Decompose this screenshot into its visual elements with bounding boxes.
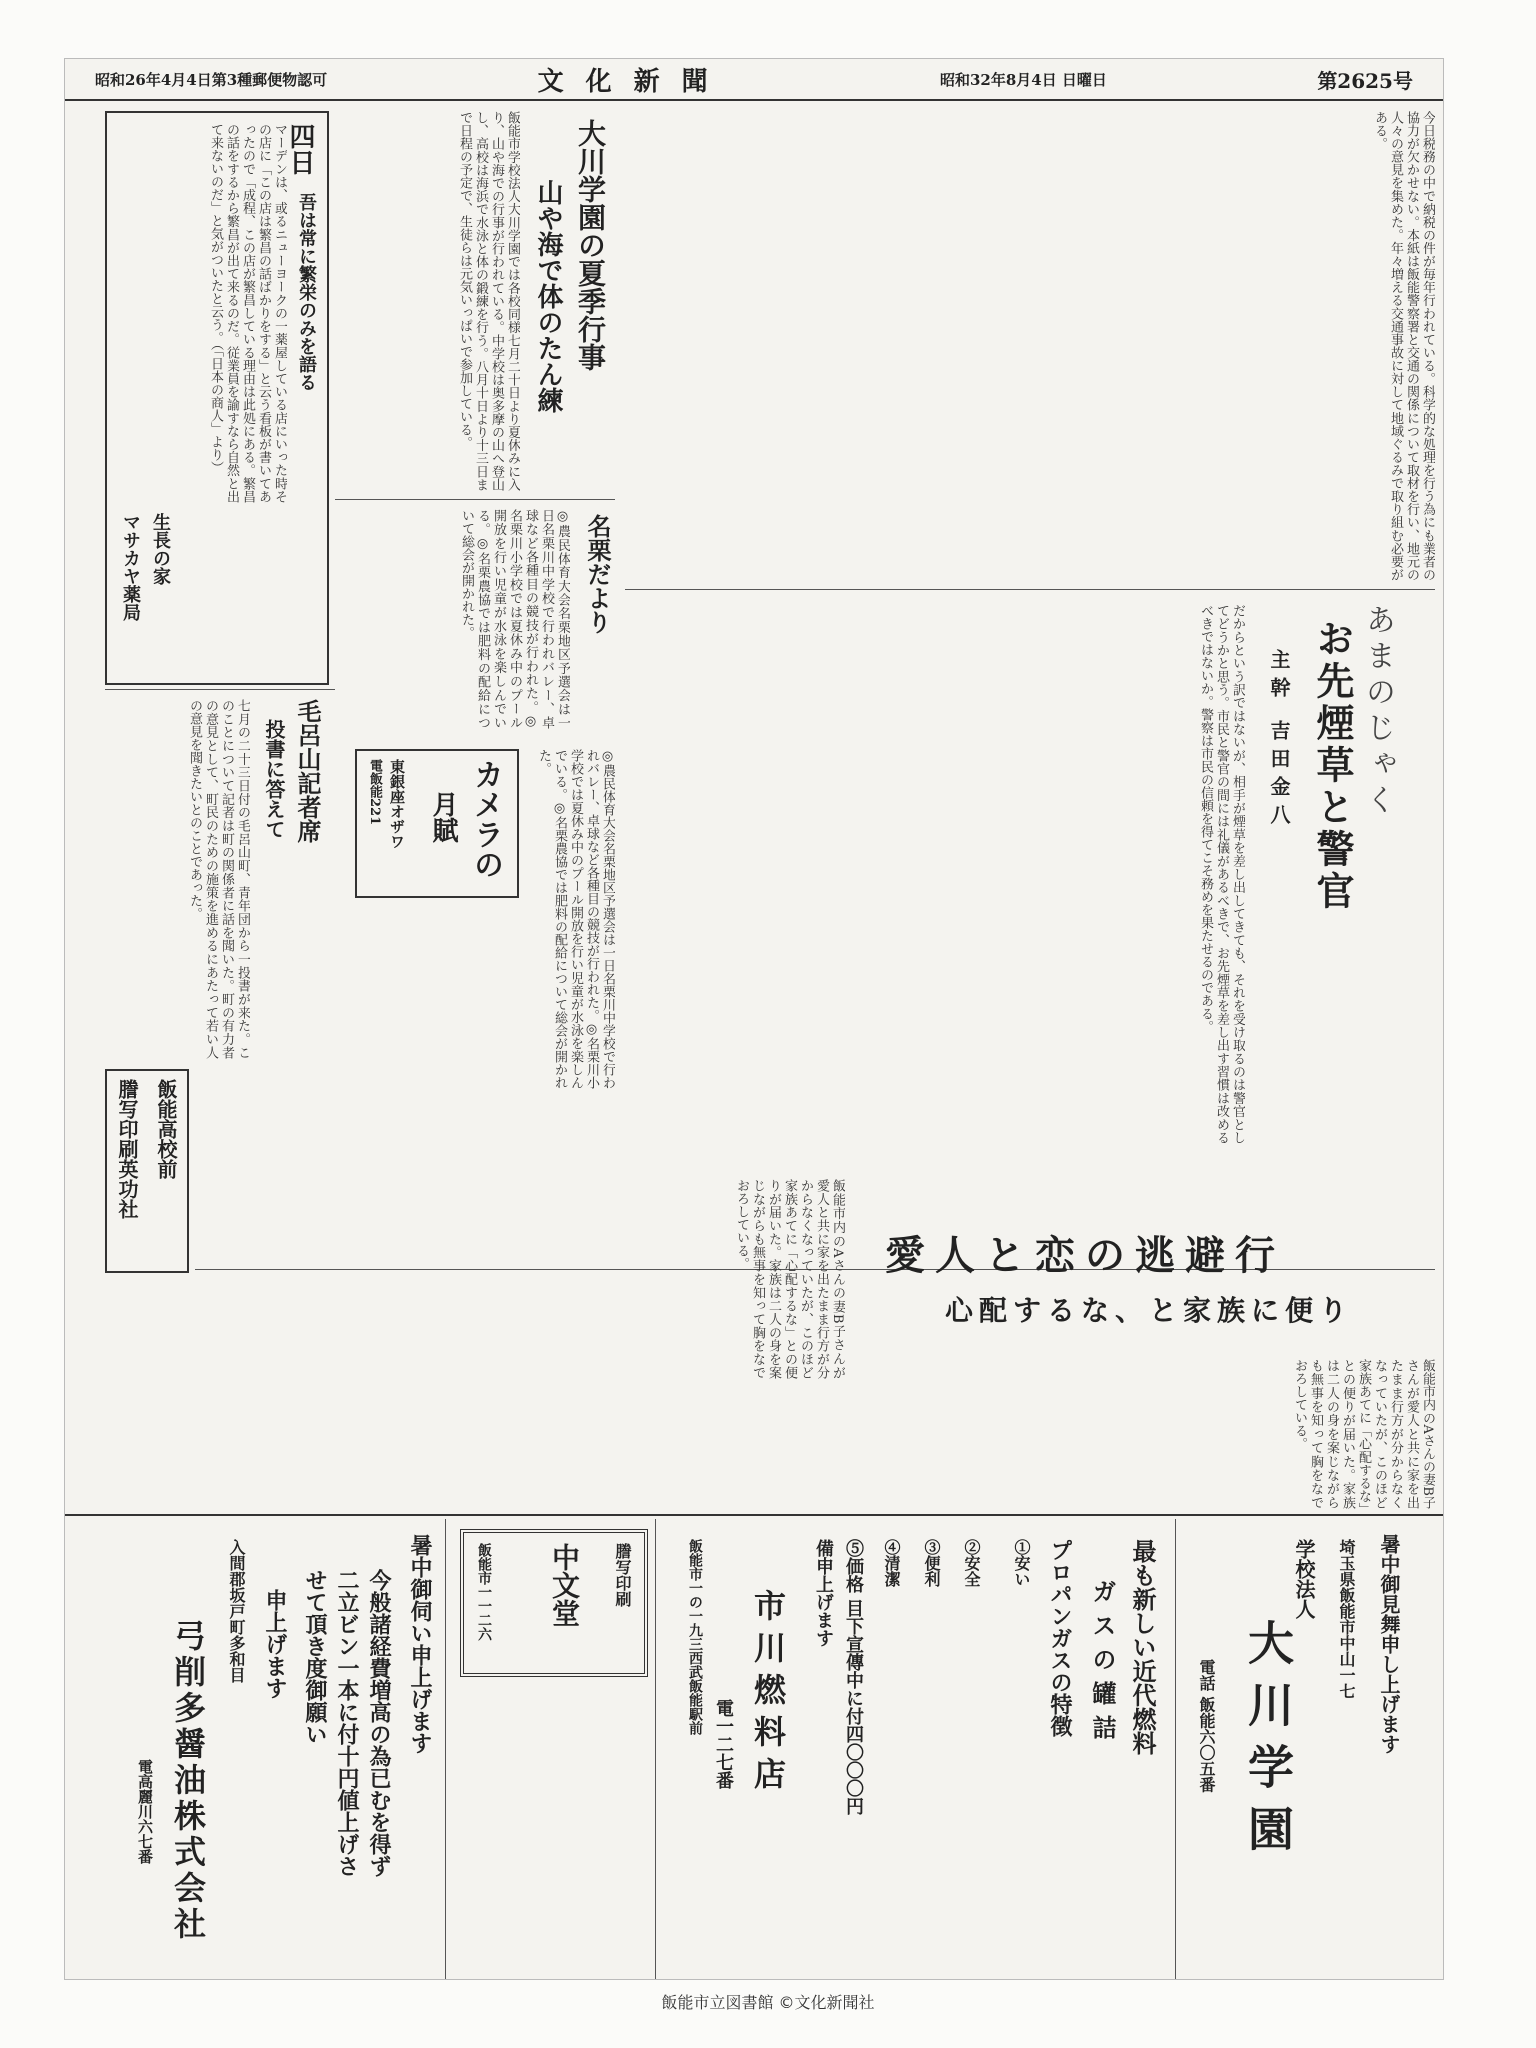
ad-divider: [655, 1519, 656, 1979]
issue-number: 第2625号: [1317, 68, 1413, 93]
yumi-address: 入間郡坂戸町多和目: [227, 1539, 246, 1683]
yumi-heading: 暑中御伺い申上げます: [407, 1534, 433, 1754]
middle-article-body: ◎農民体育大会名栗地区予選会は一日名栗川中学校で行われバレー、卓球など各種目の競技が行われた。◎名栗川小学校では夏休み中のプール開放を行い児童が水泳を楽しんでいる。◎名栗農協では肥料の配給について総会が開かれた。: [536, 749, 615, 1089]
gas-item-1: ①安い: [1012, 1539, 1031, 1587]
camera-ad-shop: 東銀座オザワ: [388, 759, 406, 849]
postal-permit: 昭和26年4月4日第3種郵便物認可: [95, 70, 328, 89]
divider: [625, 589, 1435, 590]
shijo-box: [105, 111, 329, 685]
stamp-ad-line1: 謄写印刷: [613, 1543, 632, 1607]
divider: [335, 499, 615, 500]
okawa-name: 大川学園: [1241, 1619, 1295, 1867]
gas-subtitle2: プロパンガスの特徴: [1047, 1539, 1073, 1737]
okawa-label: 学校法人: [1292, 1539, 1316, 1619]
main-article-body: 今日税務の中で納税の件が毎年行われている。科学的な処理を行う為にも業者の協力が欠かせない。本紙は飯能警察署と交通の関係について取材を行い、地元の人々の意見を集めた。年々増える交通事故に対して地域ぐるみで取り組む必要がある。: [1372, 111, 1435, 581]
print-ad-line1: 飯能高校前: [154, 1079, 178, 1179]
yumi-body1: 今般諸経費増高の為已むを得ず二立ビン一本に付十円値上げさせて頂き度御願い: [302, 1569, 392, 1877]
stamp-ad-line2: 中文堂: [548, 1543, 581, 1627]
newspaper-page: [64, 58, 1444, 1980]
masthead: [65, 59, 1443, 101]
stamp-ad-line3: 飯能市一一二六: [476, 1543, 492, 1641]
okawa-phone: 電話 飯能六〇五番: [1197, 1659, 1216, 1793]
issue-date: 昭和32年8月4日 日曜日: [939, 70, 1107, 89]
reporter-title: 毛呂山記者席: [293, 699, 322, 843]
gas-item-3: ③便利: [922, 1539, 941, 1587]
yumi-name: 弓削多醤油株式会社: [169, 1619, 207, 1943]
ad-divider: [1175, 1519, 1176, 1979]
stamp-ad: [460, 1529, 648, 1677]
reporter-body: 七月の二十三日付の毛呂山町、青年団から一投書が来た。このことについて記者は町の関係者に話を聞いた。町の有力者の意見として、町民のための施策を進めるにあたって若い人の意見を聞きたいとのことであった。: [187, 699, 250, 1059]
yumi-body2: 申上げます: [262, 1589, 288, 1699]
yumi-phone: 電高麗川六七番: [136, 1759, 154, 1864]
reporter-subtitle: 投書に答えて: [262, 719, 286, 839]
ad-divider: [445, 1519, 446, 1979]
camera-ad-phone: 電飯能221: [367, 759, 382, 826]
shijo-subtitle: 吾は常に繁栄のみを語る: [296, 193, 317, 391]
archive-credit: 飯能市立図書館 ©文化新聞社: [661, 1993, 875, 2012]
okawa-heading: 暑中御見舞申し上げます: [1377, 1534, 1401, 1754]
gas-item-5: ⑤価格 目下宣傳中に付四〇〇〇円: [843, 1539, 864, 1816]
print-ad-line2: 謄写印刷英功社: [115, 1079, 139, 1219]
ad-divider: [65, 1514, 1443, 1516]
gas-title: 最も新しい近代燃料: [1128, 1539, 1157, 1755]
camera-ad-line1: カメラの: [468, 759, 503, 879]
elope-subtitle: 心配するな、と家族に便り: [945, 1294, 1354, 1327]
shijo-title: 四日: [285, 123, 315, 175]
elope-title: 愛人と恋の逃避行: [885, 1232, 1285, 1279]
school-title: 大川学園の夏季行事: [574, 119, 607, 371]
essay-author: 主幹 吉田金八: [1267, 649, 1291, 832]
paper-title: 文化新聞: [537, 66, 730, 97]
gas-shop: 市川燃料店: [749, 1589, 787, 1799]
school-subtitle: 山や海で体のたん練: [533, 179, 563, 413]
gas-address: 飯能市一の一九三西武飯能駅前: [687, 1539, 703, 1735]
elope-body-continued: 飯能市内のAさんの妻B子さんが愛人と共に家を出たまま行方が分からなくなっていたが、このほど家族あてに「心配するな」との便りが届いた。家族は二人の身を案じながらも無事を知って胸をなでおろしている。: [1292, 1359, 1435, 1509]
essay-body: だからという訳ではないが、相手が煙草を差し出してきても、それを受け取るのは警官としてどうかと思う。市民と警官の間には礼儀があるべきで、お先煙草を差し出す習慣は改めるべきではないか。警察は市民の信頼を得てこそ務めを果たせるのである。: [1198, 604, 1245, 1144]
gas-item-4: ④清潔: [882, 1539, 901, 1587]
school-body: 飯能市学校法人大川学園では各校同様七月二十日より夏休みに入り、山や海での行事が行われている。中学校は奥多摩の山へ登山し、高校は海浜で水泳と体の鍛練を行う。八月十日より十三日まで日程の予定で、生徒らは元気いっぱいで参加している。: [457, 111, 520, 491]
gas-subtitle: ガスの罐詰: [1088, 1579, 1117, 1749]
shijo-sponsor-name: マサカヤ薬局: [120, 513, 141, 621]
meikan-title: 名栗だより: [583, 514, 612, 634]
gas-phone: 電一二七番: [713, 1699, 734, 1789]
camera-ad-line2: 月賦: [428, 791, 458, 843]
elope-body: 飯能市内のAさんの妻B子さんが愛人と共に家を出たまま行方が分からなくなっていたが、このほど家族あてに「心配するな」との便りが届いた。家族は二人の身を案じながらも無事を知って胸をなでおろしている。: [734, 1179, 845, 1379]
shijo-sponsor-label: 生長の家: [150, 513, 171, 585]
gas-notice: 備申上げます: [813, 1539, 834, 1647]
shijo-body: マーデンは、或るニューヨークの一薬屋している店にいった時その店に「この店は繁昌の話ばかりをする」と云う看板が書いてあったので「成程、この店が繁昌している理由は此処にある。繁昌の話をするから繁昌が出て来るのだ。従業員を諭すなら自然と出て来ないのだ」と気がついたと云う。（「日本の商人」より）: [208, 123, 287, 503]
print-ad: [105, 1069, 189, 1273]
essay-title: お先煙草と警官: [1310, 619, 1355, 913]
okawa-address: 埼玉県飯能市中山一七: [1337, 1539, 1356, 1699]
camera-ad: [355, 749, 519, 898]
meikan-body: ◎農民体育大会名栗地区予選会は一日名栗川中学校で行われバレー、卓球など各種目の競技が行われた。◎名栗川小学校では夏休み中のプール開放を行い児童が水泳を楽しんでいる。◎名栗農協では肥料の配給について総会が開かれた。: [459, 509, 570, 729]
gas-item-2: ②安全: [962, 1539, 981, 1587]
divider: [105, 689, 335, 690]
essay-column-label: あまのじゃく: [1360, 604, 1395, 820]
